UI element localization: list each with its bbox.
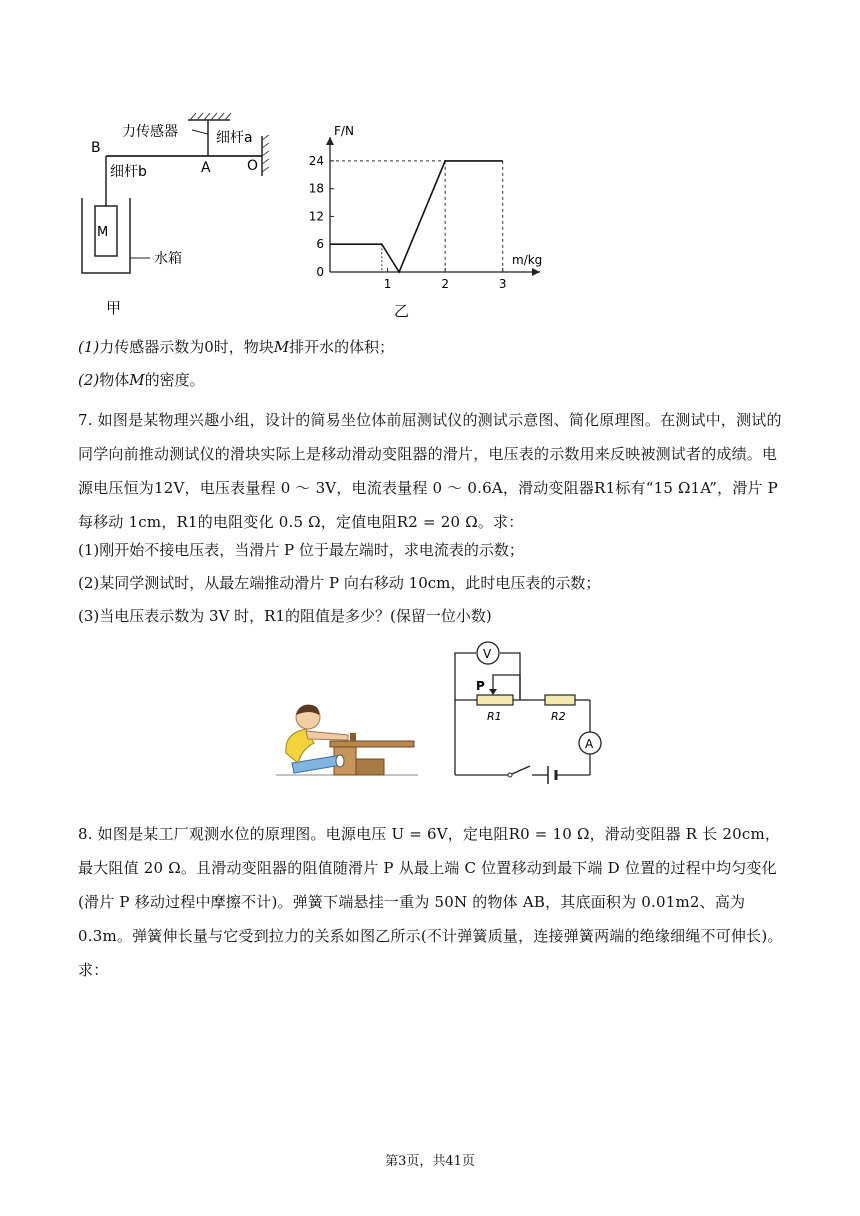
slider-p-label: P — [476, 679, 485, 693]
y-axis-arrow — [326, 137, 334, 145]
figure-caption-jia: 甲 — [106, 299, 122, 317]
voltmeter-label: V — [483, 647, 492, 661]
resistor-r1 — [477, 695, 513, 705]
x-tick-label: 3 — [498, 277, 507, 291]
q7-part2: (2)某同学测试时，从最左端推动滑片 P 向右移动 10cm，此时电压表的示数； — [78, 574, 601, 592]
q8-text: 8. 如图是某工厂观测水位的原理图。电源电压 U = 6V，定电阻R0 = 10 Ω，滑动变阻器 R 长 20cm，最大阻值 20 Ω。且滑动变阻器的阻值随滑片 P 从最上端 C 位置移动到最下端 D 位置的过程中均匀变化(滑片 P 移动过程中摩擦不计)。弹簧下端悬挂一重为 50N 的物体 AB，其底面积为 0.01m2、高为 0.3m。弹簧伸长量与它受到拉力的关系如图乙所示(不计弹簧质量，连接弹簧两端的绝缘细绳不可伸长)。求： — [78, 825, 783, 979]
q7-part3: (3)当电压表示数为 3V 时，R1的阻值是多少？(保留一位小数) — [78, 607, 492, 625]
figure-caption-yi: 乙 — [394, 302, 410, 320]
page-footer: 第3页，共41页 — [385, 1154, 475, 1169]
q6-part1: (1)力传感器示数为0时，物块M排开水的体积； — [78, 338, 395, 356]
rod-a-label: 细杆a — [216, 130, 253, 146]
switch-icon — [512, 766, 530, 774]
y-tick-label: 12 — [308, 209, 324, 224]
series-line — [330, 161, 503, 272]
rod-b-label: 细杆b — [110, 164, 147, 180]
point-a-label: A — [201, 160, 211, 176]
y-tick-label: 6 — [316, 237, 324, 252]
ammeter-label: A — [585, 737, 594, 751]
seated-forward-bend-illustration — [272, 695, 422, 785]
circuit-diagram — [440, 640, 615, 785]
x-tick-label: 2 — [441, 277, 449, 291]
q7-intro: 7. 如图是某物理兴趣小组，设计的简易坐位体前屈测试仪的测试示意图、简化原理图。在测试中，测试的同学向前推动测试仪的滑块实际上是移动滑动变阻器的滑片，电压表的示数用来反映被测试者的成绩。电源电压恒为12V，电压表量程 0 ～ 3V，电流表量程 0 ～ 0.6A，滑动变阻器R1标有“15 Ω1A”，滑片 P 每移动 1cm，R1的电阻变化 0.5 Ω，定值电阻R2 = 20 Ω。求： — [78, 411, 782, 531]
block-m-label: M — [97, 225, 109, 240]
point-b-label: B — [91, 140, 101, 156]
force-sensor-label: 力传感器 — [122, 124, 178, 140]
y-tick-label: 0 — [316, 265, 324, 279]
resistor-r2 — [545, 695, 575, 705]
point-o-label: O — [247, 158, 259, 174]
r2-label: R2 — [551, 710, 566, 723]
x-axis-arrow — [532, 268, 540, 276]
chart-yi — [300, 124, 560, 324]
q6-part2: (2)物体M的密度。 — [78, 371, 205, 389]
x-tick-label: 1 — [383, 277, 392, 291]
water-tank-label: 水箱 — [154, 251, 182, 267]
figure-jia — [70, 108, 300, 323]
q7-part1: (1)刚开始不接电压表，当滑片 P 位于最左端时，求电流表的示数； — [78, 541, 524, 559]
y-tick-label: 24 — [308, 153, 324, 168]
x-axis-label: m/kg — [512, 253, 543, 267]
r1-label: R1 — [487, 710, 502, 723]
y-tick-label: 18 — [308, 181, 324, 196]
y-axis-label: F/N — [334, 124, 354, 138]
